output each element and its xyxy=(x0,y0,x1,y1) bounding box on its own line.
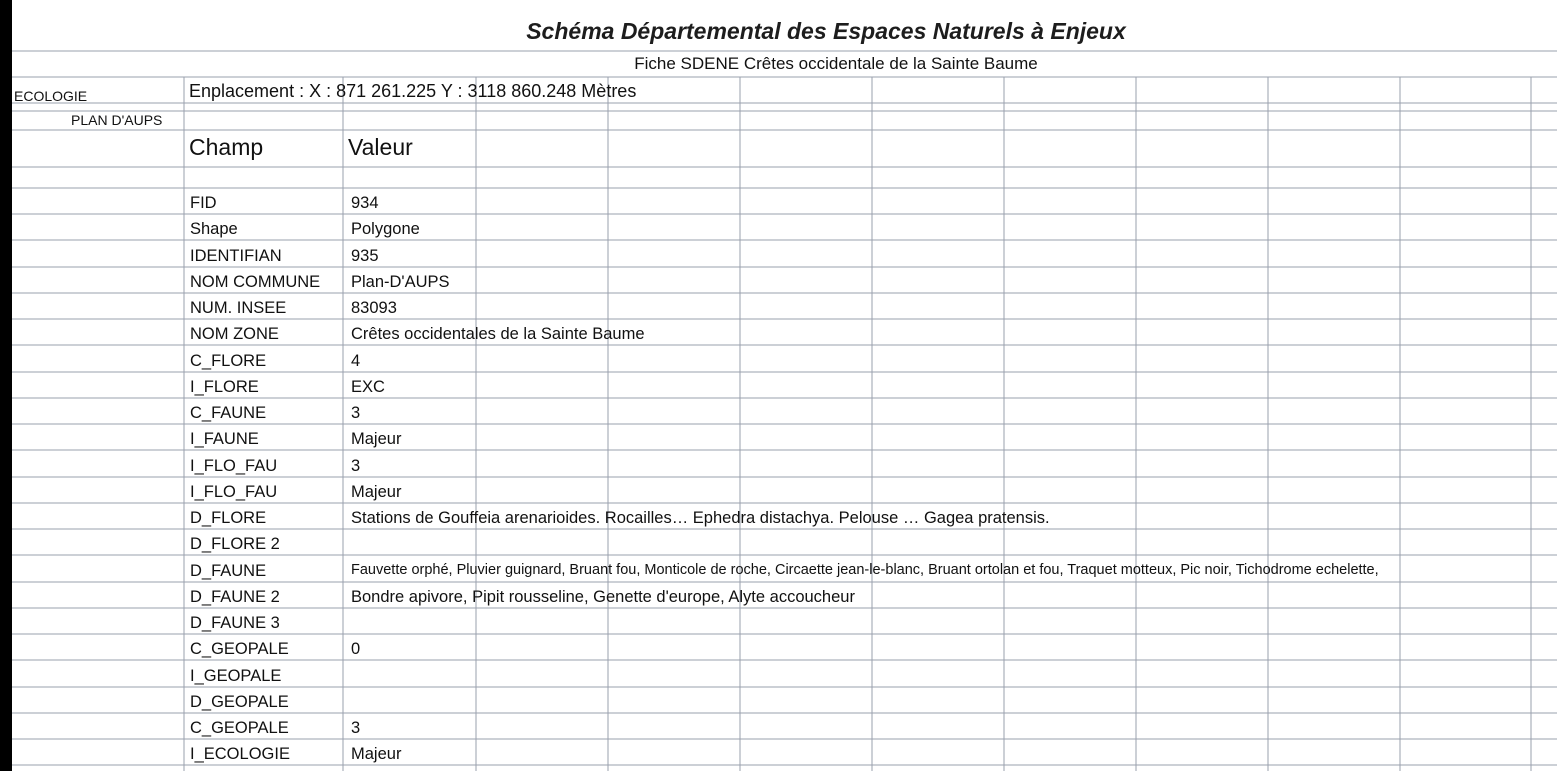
field-name: D_FLORE xyxy=(190,509,267,527)
field-value: Majeur xyxy=(351,483,402,501)
field-value: Fauvette orphé, Pluvier guignard, Bruant fou, Monticole de roche, Circaette jean-le-blanc, Bruant ortolan et fou, Traquet motteux, Pic noir, Tichodrome echelette, xyxy=(351,562,1379,578)
field-value: 3 xyxy=(351,719,361,737)
field-name: Shape xyxy=(190,220,238,238)
field-value: 4 xyxy=(351,352,361,370)
field-name: D_GEOPALE xyxy=(190,693,289,711)
field-name: C_FAUNE xyxy=(190,404,267,422)
field-value: Crêtes occidentales de la Sainte Baume xyxy=(351,325,645,343)
field-name: FID xyxy=(190,194,217,212)
field-value: Plan-D'AUPS xyxy=(351,273,450,291)
field-name: I_FLO_FAU xyxy=(190,483,278,501)
field-name: I_ECOLOGIE xyxy=(190,745,290,763)
field-value: Stations de Gouffeia arenarioides. Rocailles… Ephedra distachya. Pelouse … Gagea pratensis. xyxy=(351,509,1050,527)
document-title: Schéma Départemental des Espaces Naturels à Enjeux xyxy=(526,18,1126,44)
field-value: EXC xyxy=(351,378,385,396)
field-value: Polygone xyxy=(351,220,420,238)
column-header-value: Valeur xyxy=(348,134,413,160)
field-value: 83093 xyxy=(351,299,397,317)
field-value: Bondre apivore, Pipit rousseline, Genette d'europe, Alyte accoucheur xyxy=(351,588,855,606)
field-name: D_FLORE 2 xyxy=(190,535,280,553)
field-name: NOM COMMUNE xyxy=(190,273,321,291)
field-value: 934 xyxy=(351,194,379,212)
field-name: C_GEOPALE xyxy=(190,640,289,658)
field-name: I_FAUNE xyxy=(190,430,259,448)
field-name: D_FAUNE xyxy=(190,562,267,580)
field-name: NOM ZONE xyxy=(190,325,279,343)
field-value: 935 xyxy=(351,247,379,265)
field-name: C_FLORE xyxy=(190,352,267,370)
field-value: Majeur xyxy=(351,430,402,448)
field-value: Majeur xyxy=(351,745,402,763)
field-value: 3 xyxy=(351,404,361,422)
field-name: I_FLORE xyxy=(190,378,259,396)
field-name: D_FAUNE 2 xyxy=(190,588,280,606)
field-name: C_GEOPALE xyxy=(190,719,289,737)
section-label: ECOLOGIE xyxy=(14,88,88,104)
field-name: I_GEOPALE xyxy=(190,667,282,685)
field-name: NUM. INSEE xyxy=(190,299,287,317)
column-header-field: Champ xyxy=(189,134,264,160)
field-value: 3 xyxy=(351,457,361,475)
document-subtitle: Fiche SDENE Crêtes occidentale de la Sainte Baume xyxy=(634,54,1038,73)
field-name: I_FLO_FAU xyxy=(190,457,278,475)
commune-label: PLAN D'AUPS xyxy=(71,112,163,128)
field-value: 0 xyxy=(351,640,361,658)
location-coordinates: Enplacement : X : 871 261.225 Y : 3118 860.248 Mètres xyxy=(189,81,637,101)
field-name: IDENTIFIAN xyxy=(190,247,282,265)
field-name: D_FAUNE 3 xyxy=(190,614,280,632)
